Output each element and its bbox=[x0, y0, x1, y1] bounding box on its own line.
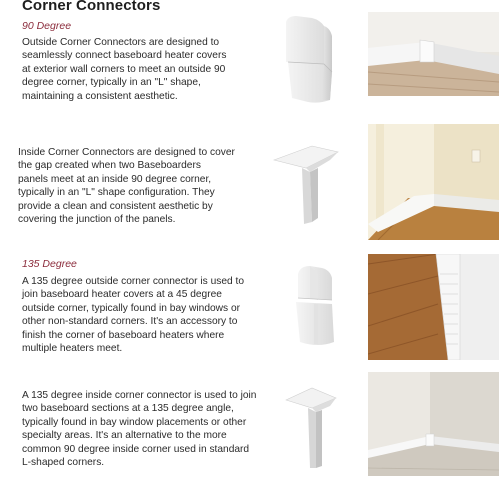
desc-line: multiple heaters meet. bbox=[22, 343, 123, 355]
desc-line: Outside Corner Connectors are designed to bbox=[22, 37, 220, 48]
outside-135-installed-photo bbox=[368, 254, 499, 360]
outside-90-installed-photo bbox=[368, 12, 499, 96]
desc-line: panels meet at an inside 90 degree corner, bbox=[18, 173, 212, 185]
desc-line: at exterior wall corners to meet an outside 90 bbox=[22, 63, 226, 75]
section-description bbox=[22, 36, 226, 103]
outside-90-connector-image bbox=[278, 14, 340, 106]
desc-line: typically in an "L" shape configuration. They bbox=[18, 187, 215, 199]
desc-line: covering the junction of the panels. bbox=[18, 214, 176, 226]
inside-135-installed-photo bbox=[368, 372, 499, 476]
desc-line: Inside Corner Connectors are designed to cover bbox=[18, 147, 235, 158]
desc-line: outside corner, typically found in bay windows or bbox=[22, 302, 241, 314]
desc-line: typically found in bay window placements or other bbox=[22, 416, 247, 428]
section-subtitle: 135 Degree bbox=[22, 258, 77, 270]
section-subtitle: 90 Degree bbox=[22, 20, 72, 32]
desc-line: finish the corner of baseboard heaters where bbox=[22, 329, 225, 341]
desc-line: A 135 degree outside corner connector is used to bbox=[22, 276, 245, 287]
inside-135-connector-image bbox=[282, 382, 340, 472]
section-description bbox=[22, 389, 256, 469]
desc-line: L-shaped corners. bbox=[22, 457, 105, 469]
inside-90-installed-photo bbox=[368, 124, 499, 240]
desc-line: other non-standard corners. It's an accessory to bbox=[22, 316, 238, 328]
desc-line: the gap created when two Baseboarders bbox=[18, 160, 201, 172]
desc-line: degree corner, typically in an "L" shape, bbox=[22, 77, 201, 89]
section-description bbox=[22, 275, 244, 355]
inside-90-connector-image bbox=[272, 138, 340, 230]
desc-line: specialty areas. It's an alternative to the more bbox=[22, 430, 227, 442]
desc-line: provide a clean and consistent aesthetic by bbox=[18, 200, 213, 212]
outside-135-connector-image bbox=[288, 262, 340, 348]
desc-line: join baseboard heater covers at a 45 degree bbox=[22, 289, 222, 301]
desc-line: two baseboard sections at a 135 degree angle, bbox=[22, 403, 234, 415]
desc-line: maintaining a consistent aesthetic. bbox=[22, 90, 178, 102]
section-description bbox=[18, 146, 235, 226]
desc-line: seamlessly connect baseboard heater covers bbox=[22, 50, 227, 62]
desc-line: common 90 degree inside corner used in standard bbox=[22, 443, 250, 455]
page-title: Corner Connectors bbox=[22, 0, 161, 14]
desc-line: A 135 degree inside corner connector is used to join bbox=[22, 390, 257, 401]
